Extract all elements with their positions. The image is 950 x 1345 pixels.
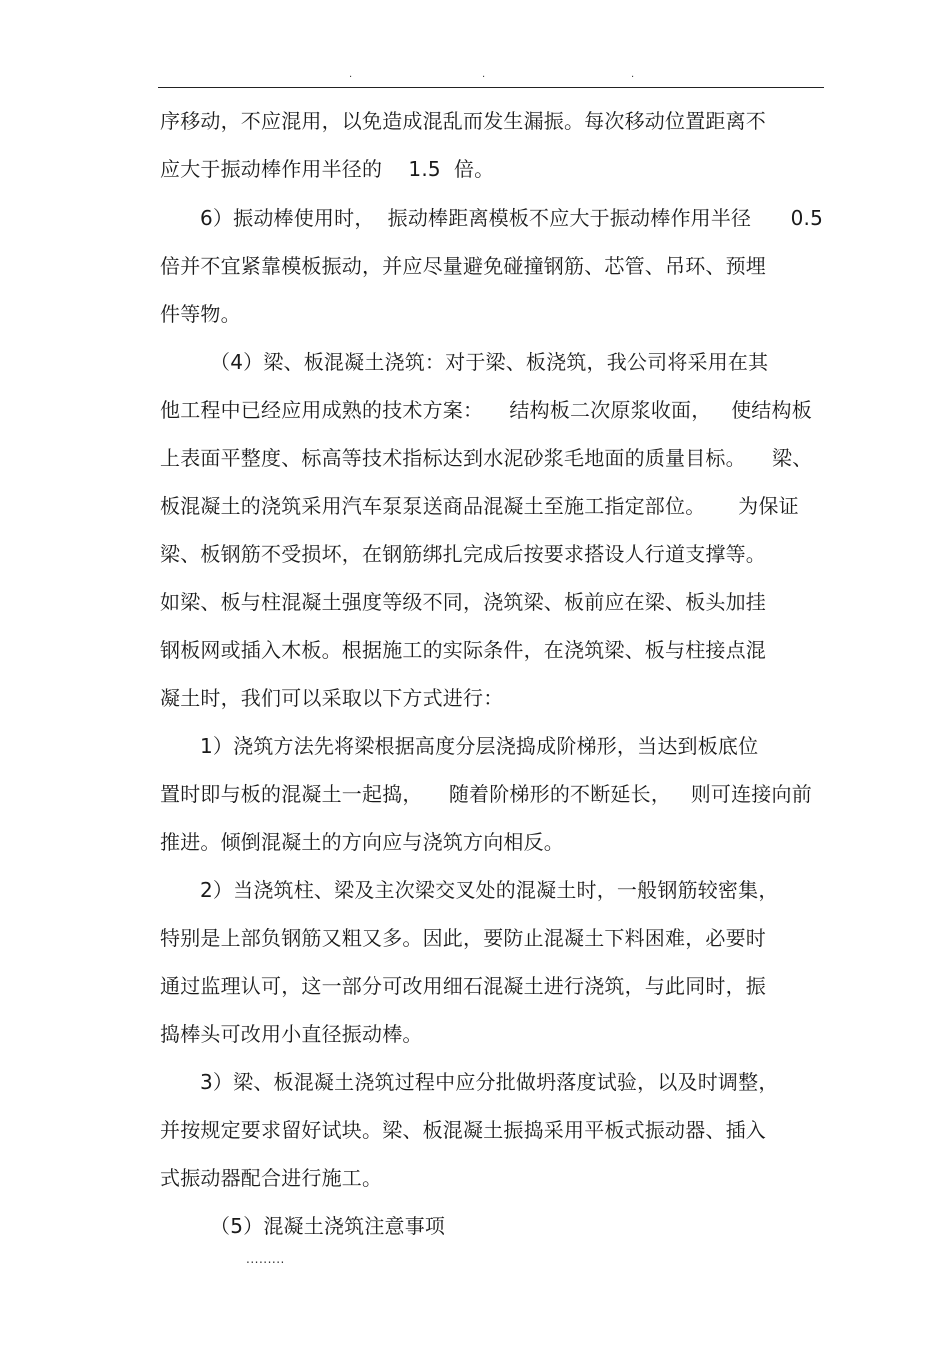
- text-line: 并按规定要求留好试块。梁、板混凝土振捣采用平板式振动器、插入: [160, 1118, 766, 1142]
- header-dots: [0, 70, 950, 82]
- text-line: 推进。倾倒混凝土的方向应与浇筑方向相反。: [160, 830, 564, 854]
- footer-dots: .........: [246, 1252, 285, 1266]
- text-line: 如梁、板与柱混凝土强度等级不同，浇筑梁、板前应在梁、板头加挂: [160, 590, 766, 614]
- text-line: 倍并不宜紧靠模板振动，并应尽量避免碰撞钢筋、芯管、吊环、预埋: [160, 254, 766, 278]
- header-dot: .: [349, 69, 353, 80]
- text-line: 式振动器配合进行施工。: [160, 1166, 383, 1190]
- text-line: 特别是上部负钢筋又粗又多。因此，要防止混凝土下料困难，必要时: [160, 926, 766, 950]
- text-line: 板混凝土的浇筑采用汽车泵泵送商品混凝土至施工指定部位。 为保证: [160, 494, 799, 518]
- text-line: 梁、板钢筋不受损坏，在钢筋绑扎完成后按要求搭设人行道支撑等。: [160, 542, 766, 566]
- text-line: 凝土时，我们可以采取以下方式进行：: [160, 686, 504, 710]
- text-line: 上表面平整度、标高等技术指标达到水泥砂浆毛地面的质量目标。 梁、: [160, 446, 813, 470]
- text-line: 件等物。: [160, 302, 241, 326]
- header-rule: [158, 87, 824, 88]
- text-line: 通过监理认可，这一部分可改用细石混凝土进行浇筑，与此同时，振: [160, 974, 766, 998]
- text-line: 应大于振动棒作用半径的 1.5 倍。: [160, 157, 495, 181]
- text-line: 1）浇筑方法先将梁根据高度分层浇捣成阶梯形，当达到板底位: [200, 734, 759, 758]
- text-line: （5）混凝土浇筑注意事项: [210, 1214, 446, 1238]
- text-line: 2）当浇筑柱、梁及主次梁交叉处的混凝土时，一般钢筋较密集，: [200, 878, 779, 902]
- text-line: 置时即与板的混凝土一起捣， 随着阶梯形的不断延长， 则可连接向前: [160, 782, 812, 806]
- text-line: 6）振动棒使用时， 振动棒距离模板不应大于振动棒作用半径 0.5: [200, 206, 823, 230]
- text-line: 钢板网或插入木板。根据施工的实际条件，在浇筑梁、板与柱接点混: [160, 638, 766, 662]
- header-dot: .: [631, 69, 635, 80]
- text-line: 他工程中已经应用成熟的技术方案： 结构板二次原浆收面， 使结构板: [160, 398, 812, 422]
- text-line: 3）梁、板混凝土浇筑过程中应分批做坍落度试验，以及时调整，: [200, 1070, 779, 1094]
- text-line: 捣棒头可改用小直径振动棒。: [160, 1022, 423, 1046]
- text-line: （4）梁、板混凝土浇筑：对于梁、板浇筑，我公司将采用在其: [210, 350, 769, 374]
- text-line: 序移动，不应混用，以免造成混乱而发生漏振。每次移动位置距离不: [160, 109, 766, 133]
- header-dot: .: [482, 69, 486, 80]
